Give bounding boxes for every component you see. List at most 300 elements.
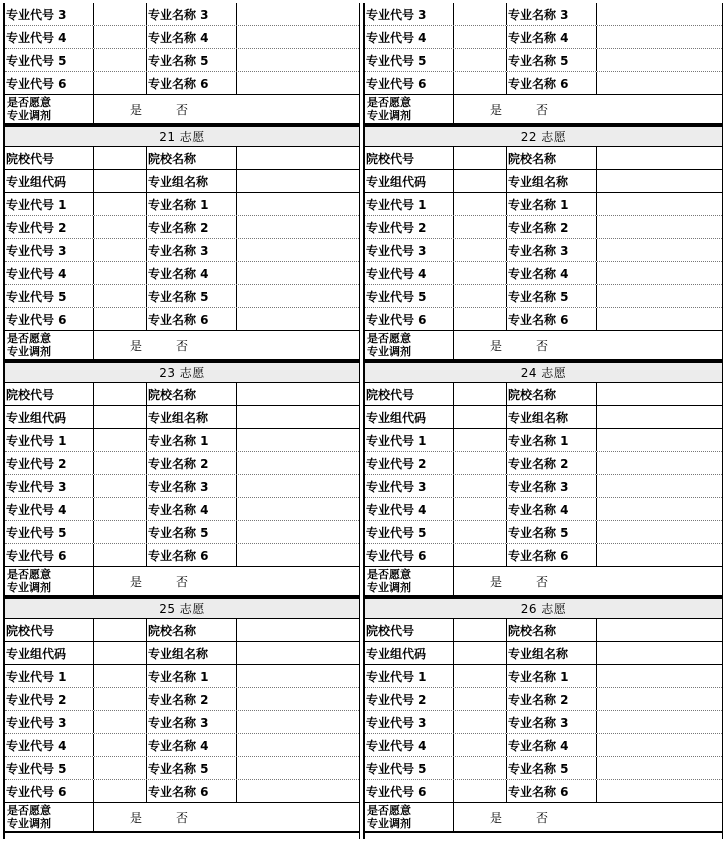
left-b1-major-4-label: 专业代号 4	[5, 262, 94, 284]
right-top-adjust-choice	[454, 95, 722, 123]
left-b1-adjust-label-line1: 是否愿意	[7, 332, 51, 345]
right-b2-major-3-label: 专业代号 3	[365, 475, 454, 497]
left-b3-major-4-value-field[interactable]	[94, 734, 147, 756]
right-b1-major-3-label: 专业代号 3	[365, 239, 454, 261]
left-b3-major-5-name-field[interactable]	[237, 757, 359, 779]
right-b2-major-6-name-field[interactable]	[597, 544, 722, 566]
left-block-2-title	[5, 361, 359, 383]
right-b1-major-1-label: 专业代号 1	[365, 193, 454, 215]
right-top-row-3-name-field[interactable]	[597, 3, 722, 25]
right-b3-group-name-label: 专业组名称	[507, 642, 597, 664]
right-b3-major-6-name-field[interactable]	[597, 780, 722, 802]
right-b3-group-label: 专业组代码	[365, 642, 454, 664]
right-b1-group-name-label: 专业组名称	[507, 170, 597, 192]
right-b3-major-1-value-field[interactable]	[454, 665, 507, 687]
right-b3-major-5-name-field[interactable]	[597, 757, 722, 779]
right-b1-school-name-field[interactable]	[597, 147, 722, 169]
right-b3-school-name-label: 院校名称	[507, 619, 597, 641]
right-b3-adjust-yes-option[interactable]: 是	[490, 810, 503, 825]
left-b2-adjust	[5, 567, 359, 597]
right-b3-major-5-name-label: 专业名称 5	[507, 757, 597, 779]
left-b1-major-3-value-field[interactable]	[94, 239, 147, 261]
right-b2-group	[365, 406, 722, 429]
left-b1-group-name-field[interactable]	[237, 170, 359, 192]
left-b2-adjust-yes-option[interactable]: 是	[130, 574, 143, 589]
left-b1-major-2-name-field[interactable]	[237, 216, 359, 238]
left-top-row-3	[5, 3, 359, 26]
right-block-1-title	[365, 125, 722, 147]
right-block-3-title-text: 26 志愿	[520, 602, 567, 616]
right-top-row-6-value-field[interactable]	[454, 72, 507, 94]
left-b1-major-1-name-field[interactable]	[237, 193, 359, 215]
left-b1-major-6-label: 专业代号 6	[5, 308, 94, 330]
left-b2-major-1-name-label: 专业名称 1	[147, 429, 237, 451]
left-top-row-6-value-field[interactable]	[94, 72, 147, 94]
right-b3-major-2-label: 专业代号 2	[365, 688, 454, 710]
left-b2-major-2-name-field[interactable]	[237, 452, 359, 474]
left-b2-adjust-choice	[94, 567, 359, 595]
left-b1-school-value-field[interactable]	[94, 147, 147, 169]
left-b2-adjust-label	[5, 567, 94, 595]
right-b2-major-6-value-field[interactable]	[454, 544, 507, 566]
right-b2-school-name-label: 院校名称	[507, 383, 597, 405]
right-b1-adjust-label	[365, 331, 454, 359]
left-b3-major-3-name-field[interactable]	[237, 711, 359, 733]
right-b1-major-4-name-label: 专业名称 4	[507, 262, 597, 284]
left-b1-major-5-name-label: 专业名称 5	[147, 285, 237, 307]
right-b2-major-5-value-field[interactable]	[454, 521, 507, 543]
right-b2-school	[365, 383, 722, 406]
left-b3-group-value-field[interactable]	[94, 642, 147, 664]
right-b1-major-6-name-field[interactable]	[597, 308, 722, 330]
right-b2-major-1-value-field[interactable]	[454, 429, 507, 451]
right-b2-school-value-field[interactable]	[454, 383, 507, 405]
right-b3-major-3-value-field[interactable]	[454, 711, 507, 733]
left-b2-major-6-name-field[interactable]	[237, 544, 359, 566]
left-b2-school-name-field[interactable]	[237, 383, 359, 405]
right-b2-major-4-name-label: 专业名称 4	[507, 498, 597, 520]
left-b3-major-3-label: 专业代号 3	[5, 711, 94, 733]
left-b1-major-4-name-field[interactable]	[237, 262, 359, 284]
right-b1-major-6-value-field[interactable]	[454, 308, 507, 330]
left-b2-major-2	[5, 452, 359, 475]
right-b2-major-3-name-label: 专业名称 3	[507, 475, 597, 497]
left-b3-major-6-name-field[interactable]	[237, 780, 359, 802]
right-b3-major-1-name-field[interactable]	[597, 665, 722, 687]
left-block-1-title-text: 21 志愿	[159, 130, 205, 144]
left-top-row-4-value-field[interactable]	[94, 26, 147, 48]
left-top-adjust-yes-option[interactable]: 是	[130, 102, 143, 117]
right-b2-major-2-label: 专业代号 2	[365, 452, 454, 474]
right-b3-adjust	[365, 803, 722, 833]
right-b2-major-3-name-field[interactable]	[597, 475, 722, 497]
right-b2-major-2-value-field[interactable]	[454, 452, 507, 474]
left-top-adjust-choice	[94, 95, 359, 123]
right-b2-school-name-field[interactable]	[597, 383, 722, 405]
right-b2-adjust-label-line1: 是否愿意	[367, 568, 411, 581]
right-b3-major-2-name-field[interactable]	[597, 688, 722, 710]
left-b1-major-1	[5, 193, 359, 216]
right-b2-major-4	[365, 498, 722, 521]
right-b3-major-3-name-field[interactable]	[597, 711, 722, 733]
left-b3-major-1	[5, 665, 359, 688]
right-b3-school-label: 院校代号	[365, 619, 454, 641]
left-b3-major-1-name-field[interactable]	[237, 665, 359, 687]
right-b2-major-2-name-field[interactable]	[597, 452, 722, 474]
left-b3-school	[5, 619, 359, 642]
left-b1-major-4	[5, 262, 359, 285]
left-b3-adjust-choice	[94, 803, 359, 831]
right-b1-major-1	[365, 193, 722, 216]
left-b2-major-1-label: 专业代号 1	[5, 429, 94, 451]
right-top-row-4-label: 专业代号 4	[365, 26, 454, 48]
left-top-adjust-label	[5, 95, 94, 123]
left-b3-major-2-name-field[interactable]	[237, 688, 359, 710]
left-b2-major-6	[5, 544, 359, 567]
right-b3-school-value-field[interactable]	[454, 619, 507, 641]
right-top-row-3-value-field[interactable]	[454, 3, 507, 25]
left-b2-adjust-no-option[interactable]: 否	[176, 574, 189, 589]
right-top-row-6-label: 专业代号 6	[365, 72, 454, 94]
right-b1-major-2-name-field[interactable]	[597, 216, 722, 238]
left-b1-school-name-label: 院校名称	[147, 147, 237, 169]
right-b2-major-4-value-field[interactable]	[454, 498, 507, 520]
left-top-row-5-name-label: 专业名称 5	[147, 49, 237, 71]
left-b2-group-name-label: 专业组名称	[147, 406, 237, 428]
left-b2-major-2-value-field[interactable]	[94, 452, 147, 474]
left-b2-major-1-value-field[interactable]	[94, 429, 147, 451]
right-top-row-5-name-field[interactable]	[597, 49, 722, 71]
right-top-adjust-label	[365, 95, 454, 123]
right-b3-major-6-label: 专业代号 6	[365, 780, 454, 802]
left-b2-major-4-name-field[interactable]	[237, 498, 359, 520]
right-b3-major-3-label: 专业代号 3	[365, 711, 454, 733]
right-top-row-4-value-field[interactable]	[454, 26, 507, 48]
left-b3-school-value-field[interactable]	[94, 619, 147, 641]
right-b2-school-label: 院校代号	[365, 383, 454, 405]
left-top-row-6-label: 专业代号 6	[5, 72, 94, 94]
right-b1-major-5-name-label: 专业名称 5	[507, 285, 597, 307]
left-b1-major-1-value-field[interactable]	[94, 193, 147, 215]
right-top-row-5-label: 专业代号 5	[365, 49, 454, 71]
left-b2-school-name-label: 院校名称	[147, 383, 237, 405]
right-b2-major-6-label: 专业代号 6	[365, 544, 454, 566]
left-b1-major-3	[5, 239, 359, 262]
left-b1-major-2	[5, 216, 359, 239]
right-b2-adjust-no-option[interactable]: 否	[536, 574, 549, 589]
right-b1-adjust-no-option[interactable]: 否	[536, 338, 549, 353]
right-b1-major-3-name-label: 专业名称 3	[507, 239, 597, 261]
right-b2-major-2-name-label: 专业名称 2	[507, 452, 597, 474]
right-b1-major-2-value-field[interactable]	[454, 216, 507, 238]
left-b2-major-2-label: 专业代号 2	[5, 452, 94, 474]
left-top-row-3-value-field[interactable]	[94, 3, 147, 25]
left-top-row-3-name-field[interactable]	[237, 3, 359, 25]
left-b2-major-5-value-field[interactable]	[94, 521, 147, 543]
right-b3-major-3-name-label: 专业名称 3	[507, 711, 597, 733]
left-b2-major-5-label: 专业代号 5	[5, 521, 94, 543]
right-b3-major-2-value-field[interactable]	[454, 688, 507, 710]
right-block-1-title-text: 22 志愿	[520, 130, 567, 144]
left-top-row-5-name-field[interactable]	[237, 49, 359, 71]
left-b3-major-5-value-field[interactable]	[94, 757, 147, 779]
right-b3-group	[365, 642, 722, 665]
right-b1-major-6-label: 专业代号 6	[365, 308, 454, 330]
left-b3-major-6	[5, 780, 359, 803]
right-b1-major-4-value-field[interactable]	[454, 262, 507, 284]
left-block-3-title	[5, 597, 359, 619]
right-b3-major-2-name-label: 专业名称 2	[507, 688, 597, 710]
right-b1-major-1-name-label: 专业名称 1	[507, 193, 597, 215]
right-b3-adjust-choice	[454, 803, 722, 831]
left-b3-major-5	[5, 757, 359, 780]
left-b1-major-2-name-label: 专业名称 2	[147, 216, 237, 238]
left-b3-major-4-name-field[interactable]	[237, 734, 359, 756]
left-top-row-4-name-field[interactable]	[237, 26, 359, 48]
left-b2-major-4-name-label: 专业名称 4	[147, 498, 237, 520]
left-b2-school-label: 院校代号	[5, 383, 94, 405]
left-b1-school-name-field[interactable]	[237, 147, 359, 169]
left-b2-major-1	[5, 429, 359, 452]
right-top-adjust-no-option[interactable]: 否	[536, 102, 549, 117]
left-top-row-6	[5, 72, 359, 95]
right-b3-major-6-value-field[interactable]	[454, 780, 507, 802]
left-b1-group-label: 专业组代码	[5, 170, 94, 192]
left-top-adjust	[5, 95, 359, 125]
right-b1-adjust-label-line2: 专业调剂	[367, 345, 411, 358]
right-b2-adjust-label-line2: 专业调剂	[367, 581, 411, 594]
left-top-adjust-no-option[interactable]: 否	[176, 102, 189, 117]
right-b1-adjust-yes-option[interactable]: 是	[490, 338, 503, 353]
left-b2-major-4-value-field[interactable]	[94, 498, 147, 520]
right-b3-major-4-value-field[interactable]	[454, 734, 507, 756]
right-top-adjust-yes-option[interactable]: 是	[490, 102, 503, 117]
right-b2-major-2	[365, 452, 722, 475]
right-b3-major-2	[365, 688, 722, 711]
right-b1-school-value-field[interactable]	[454, 147, 507, 169]
right-top-row-3-label: 专业代号 3	[365, 3, 454, 25]
right-b1-major-6	[365, 308, 722, 331]
right-b1-major-1-value-field[interactable]	[454, 193, 507, 215]
left-block-3-title-text: 25 志愿	[159, 602, 205, 616]
left-b1-major-2-value-field[interactable]	[94, 216, 147, 238]
left-b3-adjust-label-line1: 是否愿意	[7, 804, 51, 817]
right-b1-adjust-label-line1: 是否愿意	[367, 332, 411, 345]
right-b1-major-5-value-field[interactable]	[454, 285, 507, 307]
right-b2-major-4-label: 专业代号 4	[365, 498, 454, 520]
left-b3-major-1-name-label: 专业名称 1	[147, 665, 237, 687]
right-b2-group-name-field[interactable]	[597, 406, 722, 428]
right-b2-major-1-name-field[interactable]	[597, 429, 722, 451]
left-b3-major-6-name-label: 专业名称 6	[147, 780, 237, 802]
right-b1-major-2	[365, 216, 722, 239]
right-b1-major-3-name-field[interactable]	[597, 239, 722, 261]
left-b3-major-3	[5, 711, 359, 734]
right-top-row-4-name-label: 专业名称 4	[507, 26, 597, 48]
left-b2-major-1-name-field[interactable]	[237, 429, 359, 451]
left-b1-adjust-yes-option[interactable]: 是	[130, 338, 143, 353]
left-b3-adjust-label-line2: 专业调剂	[7, 817, 51, 830]
left-b3-adjust-no-option[interactable]: 否	[176, 810, 189, 825]
right-b2-adjust-yes-option[interactable]: 是	[490, 574, 503, 589]
left-top-row-4-name-label: 专业名称 4	[147, 26, 237, 48]
right-b3-major-6-name-label: 专业名称 6	[507, 780, 597, 802]
left-column	[3, 3, 360, 839]
left-b2-major-3-value-field[interactable]	[94, 475, 147, 497]
left-b2-group-name-field[interactable]	[237, 406, 359, 428]
left-b3-major-3-value-field[interactable]	[94, 711, 147, 733]
right-b1-major-4-name-field[interactable]	[597, 262, 722, 284]
left-b3-group-label: 专业组代码	[5, 642, 94, 664]
left-b1-school	[5, 147, 359, 170]
left-b1-major-3-name-field[interactable]	[237, 239, 359, 261]
right-top-row-6-name-field[interactable]	[597, 72, 722, 94]
left-b3-major-5-label: 专业代号 5	[5, 757, 94, 779]
left-top-row-3-name-label: 专业名称 3	[147, 3, 237, 25]
left-b1-major-6-name-label: 专业名称 6	[147, 308, 237, 330]
left-b3-major-2-value-field[interactable]	[94, 688, 147, 710]
right-top-row-4-name-field[interactable]	[597, 26, 722, 48]
right-b1-group-name-field[interactable]	[597, 170, 722, 192]
right-b3-major-4	[365, 734, 722, 757]
right-b3-group-value-field[interactable]	[454, 642, 507, 664]
right-b2-major-6-name-label: 专业名称 6	[507, 544, 597, 566]
right-b3-school-name-field[interactable]	[597, 619, 722, 641]
left-b2-school	[5, 383, 359, 406]
right-b2-major-6	[365, 544, 722, 567]
left-top-row-6-name-field[interactable]	[237, 72, 359, 94]
left-b2-group	[5, 406, 359, 429]
right-b3-major-6	[365, 780, 722, 803]
left-b3-group	[5, 642, 359, 665]
left-b2-major-5-name-field[interactable]	[237, 521, 359, 543]
left-b3-major-1-label: 专业代号 1	[5, 665, 94, 687]
left-top-adjust-label-line1: 是否愿意	[7, 96, 51, 109]
right-top-row-5-value-field[interactable]	[454, 49, 507, 71]
left-b2-major-6-value-field[interactable]	[94, 544, 147, 566]
right-column	[363, 3, 723, 839]
left-b2-major-3-name-label: 专业名称 3	[147, 475, 237, 497]
left-b1-major-4-value-field[interactable]	[94, 262, 147, 284]
left-b1-major-6-value-field[interactable]	[94, 308, 147, 330]
left-b3-adjust-label	[5, 803, 94, 831]
left-b3-major-5-name-label: 专业名称 5	[147, 757, 237, 779]
left-block-1-title	[5, 125, 359, 147]
left-b3-school-name-field[interactable]	[237, 619, 359, 641]
left-b2-major-4-label: 专业代号 4	[5, 498, 94, 520]
right-b1-major-3-value-field[interactable]	[454, 239, 507, 261]
left-b3-major-1-value-field[interactable]	[94, 665, 147, 687]
left-b3-major-6-label: 专业代号 6	[5, 780, 94, 802]
left-b3-major-6-value-field[interactable]	[94, 780, 147, 802]
left-b2-major-2-name-label: 专业名称 2	[147, 452, 237, 474]
right-b1-adjust-choice	[454, 331, 722, 359]
left-b2-school-value-field[interactable]	[94, 383, 147, 405]
right-b3-adjust-no-option[interactable]: 否	[536, 810, 549, 825]
left-b3-adjust-yes-option[interactable]: 是	[130, 810, 143, 825]
left-top-row-6-name-label: 专业名称 6	[147, 72, 237, 94]
right-b3-major-1	[365, 665, 722, 688]
right-top-row-6	[365, 72, 722, 95]
right-b2-major-5	[365, 521, 722, 544]
right-b3-group-name-field[interactable]	[597, 642, 722, 664]
right-block-2-title-text: 24 志愿	[520, 366, 567, 380]
left-b3-major-2	[5, 688, 359, 711]
left-b2-major-6-label: 专业代号 6	[5, 544, 94, 566]
right-b2-group-label: 专业组代码	[365, 406, 454, 428]
right-b2-major-3-value-field[interactable]	[454, 475, 507, 497]
left-b2-major-3-name-field[interactable]	[237, 475, 359, 497]
left-b1-major-3-label: 专业代号 3	[5, 239, 94, 261]
left-b1-major-6	[5, 308, 359, 331]
right-b2-group-value-field[interactable]	[454, 406, 507, 428]
left-top-row-4-label: 专业代号 4	[5, 26, 94, 48]
right-top-row-5-name-label: 专业名称 5	[507, 49, 597, 71]
right-b2-group-name-label: 专业组名称	[507, 406, 597, 428]
left-b1-major-6-name-field[interactable]	[237, 308, 359, 330]
right-top-row-3-name-label: 专业名称 3	[507, 3, 597, 25]
left-b3-major-4-name-label: 专业名称 4	[147, 734, 237, 756]
right-b3-major-1-label: 专业代号 1	[365, 665, 454, 687]
right-b2-major-1	[365, 429, 722, 452]
left-b1-group-name-label: 专业组名称	[147, 170, 237, 192]
right-b1-group	[365, 170, 722, 193]
left-b1-group-value-field[interactable]	[94, 170, 147, 192]
right-b1-school-name-label: 院校名称	[507, 147, 597, 169]
right-b3-major-5-value-field[interactable]	[454, 757, 507, 779]
right-b1-adjust	[365, 331, 722, 361]
left-b2-major-5	[5, 521, 359, 544]
right-block-2-title	[365, 361, 722, 383]
left-top-row-5-label: 专业代号 5	[5, 49, 94, 71]
left-b1-adjust-no-option[interactable]: 否	[176, 338, 189, 353]
right-top-adjust	[365, 95, 722, 125]
left-b2-group-value-field[interactable]	[94, 406, 147, 428]
right-b2-major-5-name-label: 专业名称 5	[507, 521, 597, 543]
left-b1-major-4-name-label: 专业名称 4	[147, 262, 237, 284]
left-b2-major-4	[5, 498, 359, 521]
right-b2-major-5-name-field[interactable]	[597, 521, 722, 543]
left-b3-group-name-field[interactable]	[237, 642, 359, 664]
left-b1-major-5-value-field[interactable]	[94, 285, 147, 307]
right-b1-school-label: 院校代号	[365, 147, 454, 169]
right-b3-major-4-name-field[interactable]	[597, 734, 722, 756]
right-b1-group-value-field[interactable]	[454, 170, 507, 192]
left-b3-major-3-name-label: 专业名称 3	[147, 711, 237, 733]
right-b1-major-5-name-field[interactable]	[597, 285, 722, 307]
right-b1-major-6-name-label: 专业名称 6	[507, 308, 597, 330]
left-b1-major-5-name-field[interactable]	[237, 285, 359, 307]
left-b1-school-label: 院校代号	[5, 147, 94, 169]
left-top-row-5-value-field[interactable]	[94, 49, 147, 71]
right-b2-major-4-name-field[interactable]	[597, 498, 722, 520]
left-b3-major-4-label: 专业代号 4	[5, 734, 94, 756]
left-b3-group-name-label: 专业组名称	[147, 642, 237, 664]
left-b1-adjust	[5, 331, 359, 361]
right-top-row-4	[365, 26, 722, 49]
right-b1-major-1-name-field[interactable]	[597, 193, 722, 215]
left-b1-adjust-choice	[94, 331, 359, 359]
left-b2-adjust-label-line1: 是否愿意	[7, 568, 51, 581]
left-b3-major-2-label: 专业代号 2	[5, 688, 94, 710]
right-b3-adjust-label-line2: 专业调剂	[367, 817, 411, 830]
left-b1-major-1-name-label: 专业名称 1	[147, 193, 237, 215]
right-b1-major-5-label: 专业代号 5	[365, 285, 454, 307]
left-b1-major-5	[5, 285, 359, 308]
right-b1-major-4	[365, 262, 722, 285]
left-b1-major-2-label: 专业代号 2	[5, 216, 94, 238]
right-b3-major-4-label: 专业代号 4	[365, 734, 454, 756]
